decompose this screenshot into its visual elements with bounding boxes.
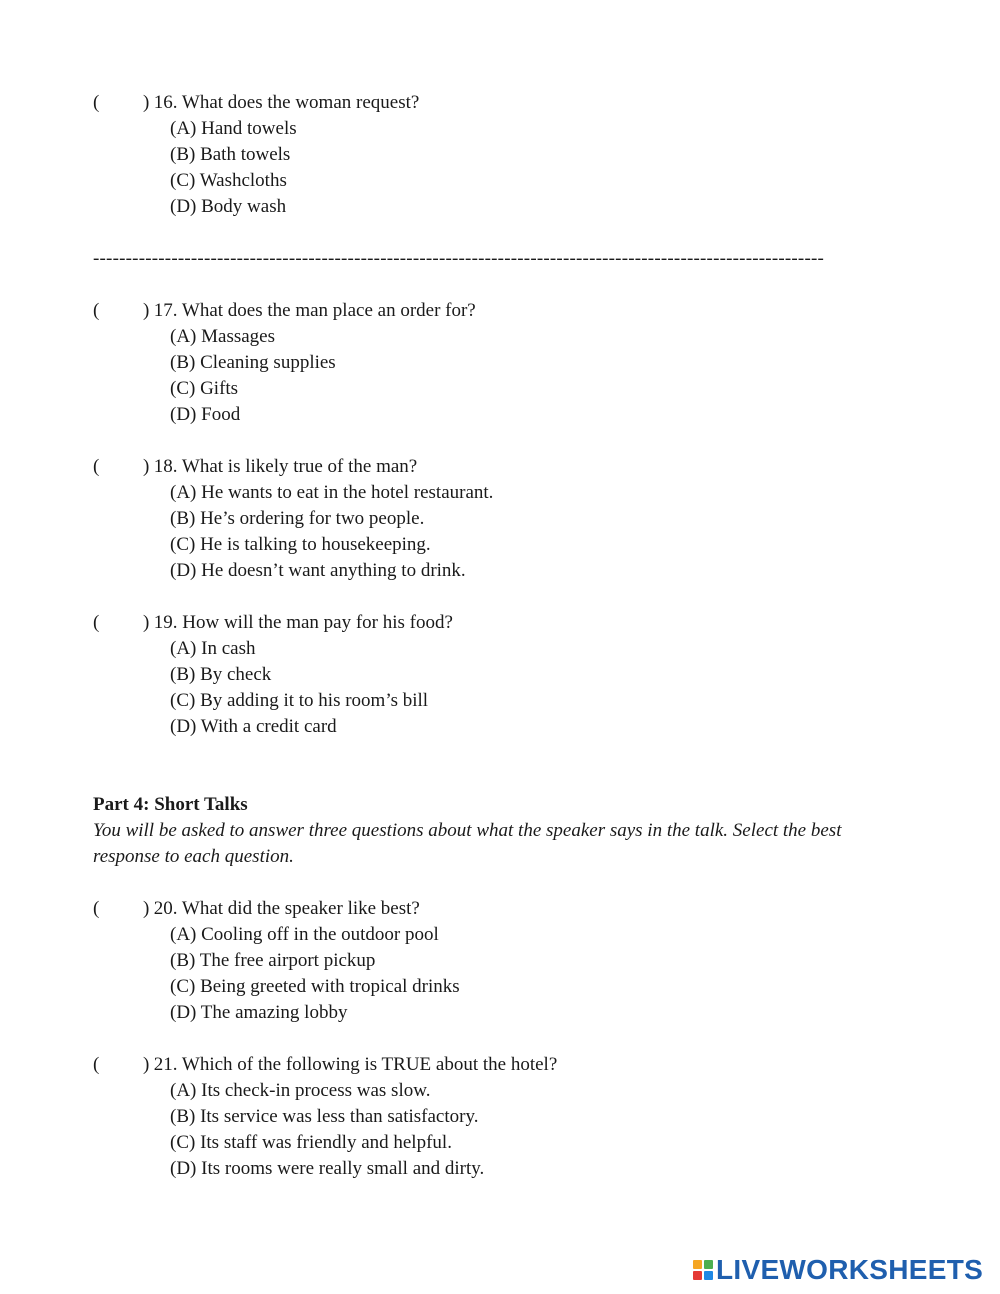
question-block (93, 1052, 913, 1182)
question-block (93, 610, 913, 740)
option-b: (B) By check (170, 664, 272, 685)
option-d: (D) With a credit card (170, 716, 337, 737)
part-title: Part 4: Short Talks (93, 794, 248, 815)
liveworksheets-logo-icon (693, 1260, 713, 1280)
option-a: (A) In cash (170, 638, 256, 659)
logo-text: LIVEWORKSHEETS (716, 1254, 984, 1285)
question-text: 20. What did the speaker like best? (153, 898, 420, 919)
question-text: 17. What does the man place an order for? (153, 300, 476, 321)
answer-open-paren: ( (93, 92, 100, 113)
answer-open-paren: ( (93, 612, 100, 633)
option-c: (C) Its staff was friendly and helpful. (170, 1132, 452, 1153)
liveworksheets-logo (693, 1255, 983, 1285)
question-block (93, 896, 913, 1026)
question-line (93, 298, 913, 324)
question-block (93, 454, 913, 584)
option-d: (D) He doesn’t want anything to drink. (170, 560, 466, 581)
option-d: (D) Body wash (170, 196, 287, 217)
option-c: (C) He is talking to housekeeping. (170, 534, 431, 555)
option-c: (C) Washcloths (170, 170, 287, 191)
option-d: (D) Food (170, 404, 241, 425)
question-line (93, 454, 913, 480)
answer-open-paren: ( (93, 1054, 100, 1075)
question-line (93, 90, 913, 116)
question-text: 19. How will the man pay for his food? (153, 612, 453, 633)
answer-close-paren: ) (143, 612, 150, 633)
option-a: (A) Cooling off in the outdoor pool (170, 924, 439, 945)
option-c: (C) By adding it to his room’s bill (170, 690, 429, 711)
answer-open-paren: ( (93, 300, 100, 321)
answer-close-paren: ) (143, 300, 150, 321)
option-b: (B) Bath towels (170, 144, 291, 165)
question-text: 21. Which of the following is TRUE about the hotel? (153, 1054, 558, 1075)
option-a: (A) Massages (170, 326, 276, 347)
answer-close-paren: ) (143, 1054, 150, 1075)
answer-open-paren: ( (93, 898, 100, 919)
answer-open-paren: ( (93, 456, 100, 477)
option-b: (B) The free airport pickup (170, 950, 376, 971)
question-text: 18. What is likely true of the man? (153, 456, 418, 477)
part-instructions: You will be asked to answer three questions about what the speaker says in the talk. Select the best response to each question. (93, 820, 842, 867)
answer-close-paren: ) (143, 898, 150, 919)
option-d: (D) The amazing lobby (170, 1002, 348, 1023)
option-d: (D) Its rooms were really small and dirty. (170, 1158, 485, 1179)
option-a: (A) Its check-in process was slow. (170, 1080, 431, 1101)
option-b: (B) He’s ordering for two people. (170, 508, 425, 529)
section-divider: ---------------------------------------------------------------------------------------------------------------- (93, 248, 825, 269)
option-b: (B) Cleaning supplies (170, 352, 336, 373)
question-block (93, 298, 913, 428)
option-a: (A) Hand towels (170, 118, 297, 139)
question-line (93, 896, 913, 922)
answer-close-paren: ) (143, 456, 150, 477)
question-text: 16. What does the woman request? (153, 92, 420, 113)
question-line (93, 610, 913, 636)
option-a: (A) He wants to eat in the hotel restaurant. (170, 482, 494, 503)
question-line (93, 1052, 913, 1078)
option-c: (C) Gifts (170, 378, 239, 399)
question-block (93, 90, 913, 220)
worksheet-page (93, 90, 913, 1182)
answer-close-paren: ) (143, 92, 150, 113)
option-b: (B) Its service was less than satisfactory. (170, 1106, 479, 1127)
option-c: (C) Being greeted with tropical drinks (170, 976, 460, 997)
